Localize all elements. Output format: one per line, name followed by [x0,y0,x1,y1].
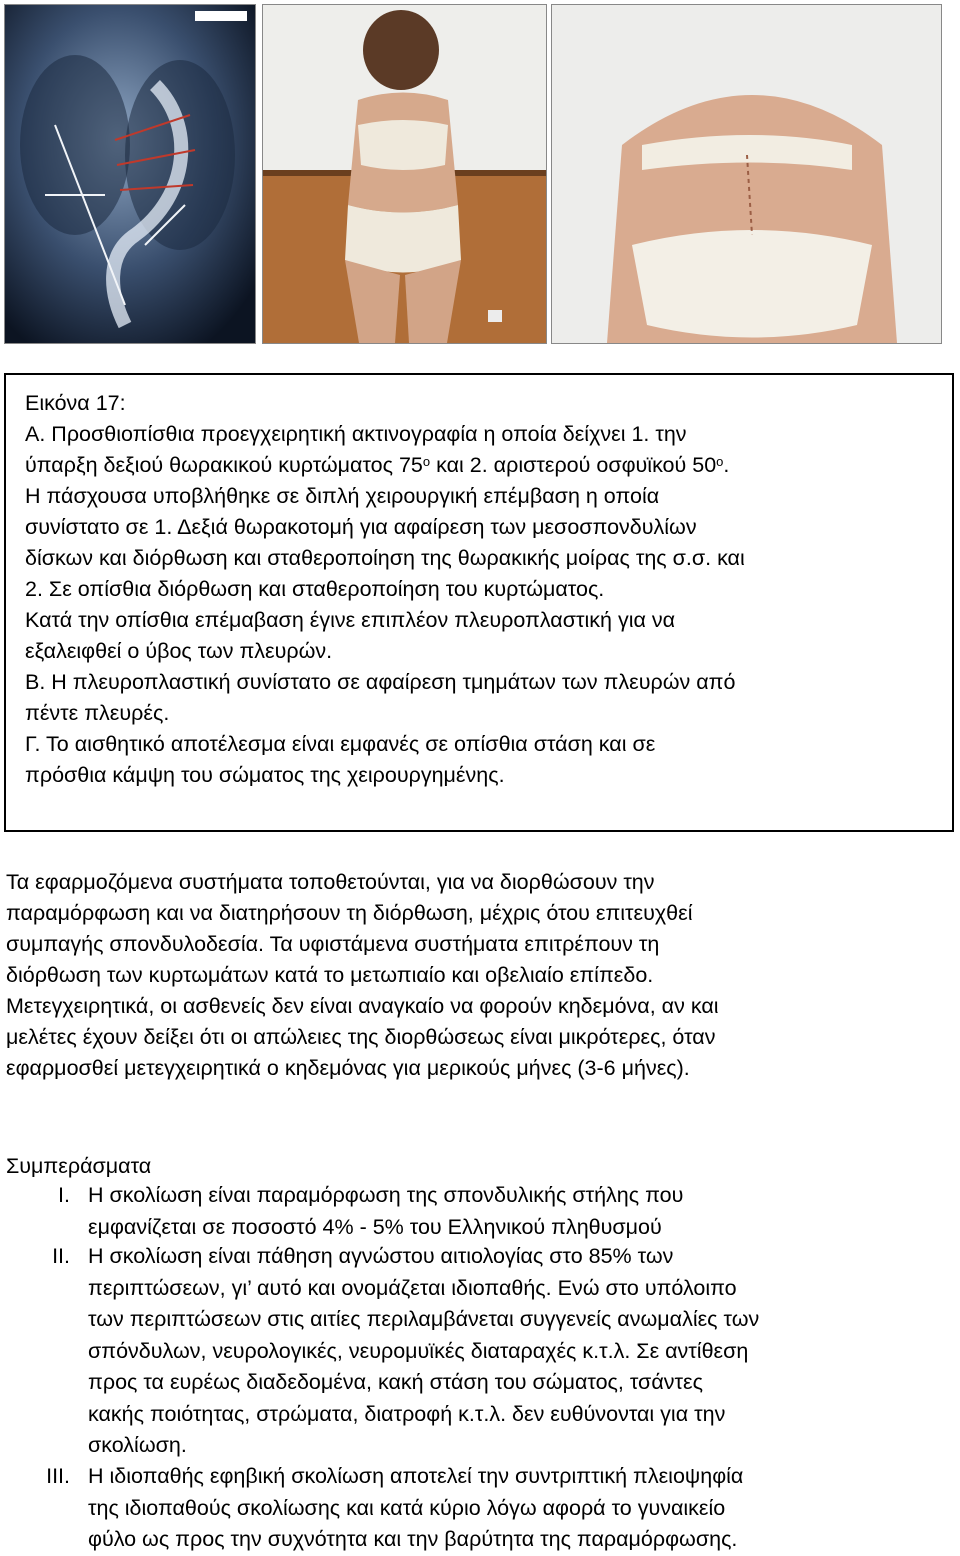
item-line: εμφανίζεται σε ποσοστό 4% - 5% του Ελληνικού πληθυσμού [88,1214,662,1239]
caption-line: Εικόνα 17: [25,391,126,415]
degree-sup: ο [716,454,724,469]
item-line: περιπτώσεων, γι’ αυτό και ονομάζεται ιδιοπαθής. Ενώ στο υπόλοιπο [88,1275,737,1300]
conclusions-heading: Συμπεράσματα [6,1154,152,1178]
caption-line-mid: και 2. αριστερού οσφυϊκού 50 [430,453,717,477]
degree-sup: ο [422,454,431,469]
item-text [88,1461,743,1556]
item-line: των περιπτώσεων στις αιτίες περιλαμβάνεται συγγενείς ανωμαλίες των [88,1307,760,1331]
item-line: Η σκολίωση είναι παραμόρφωση της σπονδυλικής στήλης που [88,1183,684,1207]
paragraph-line: Μετεγχειρητικά, οι ασθενείς δεν είναι αναγκαίο να φορούν κηδεμόνα, αν και [6,994,719,1018]
item-text [88,1241,759,1462]
caption-line: Η πάσχουσα υποβλήθηκε σε διπλή χειρουργική επέμβαση η οποία [25,484,660,508]
item-number: I. [58,1183,70,1207]
caption-line: συνίστατο σε 1. Δεξιά θωρακοτομή για αφαίρεση των μεσοσπονδυλίων [25,515,697,539]
back-standing-photo [262,4,547,344]
paragraph-line: παραμόρφωση και να διατηρήσουν τη διόρθωση, μέχρις ότου επιτευχθεί [6,901,693,925]
paragraph-line: εφαρμοσθεί μετεγχειρητικά ο κηδεμόνας για μερικούς μήνες (3-6 μήνες). [6,1056,690,1080]
item-line: προς τα ευρέως διαδεδομένα, κακή στάση του σώματος, τσάντες [88,1370,703,1394]
caption-line: Α. Προσθιοπίσθια προεγχειρητική ακτινογραφία η οποία δείχνει 1. την [25,422,687,446]
item-line: της ιδιοπαθούς σκολίωσης και κατά κύριο λόγω αφορά το γυναικείο [88,1495,726,1520]
paragraph-line: συμπαγής σπονδυλοδεσία. Τα υφιστάμενα συστήματα επιτρέπουν τη [6,932,660,956]
caption-line: εξαλειφθεί ο ύβος των πλευρών. [25,639,333,663]
figure-photos [0,0,960,352]
item-line: Η ιδιοπαθής εφηβική σκολίωση αποτελεί την συντριπτική πλειοψηφία [88,1464,744,1488]
caption-line: Κατά την οπίσθια επέμαβαση έγινε επιπλέον πλευροπλαστική για να [25,608,676,632]
paragraph-line: Τα εφαρμοζόμενα συστήματα τοποθετούνται, για να διορθώσουν την [6,870,655,894]
item-line: κακής ποιότητας, στρώματα, διατροφή κ.τ.λ. δεν ευθύνονται για την [88,1401,726,1426]
caption-line: πρόσθια κάμψη του σώματος της χειρουργημένης. [25,763,505,787]
caption-line-start: ύπαρξη δεξιού θωρακικού κυρτώματος 75 [25,453,423,477]
paragraph-line: διόρθωση των κυρτωμάτων κατά το μετωπιαίο και οβελιαίο επίπεδο. [6,963,654,987]
caption-line-end: . [723,453,730,477]
caption-line: Γ. Το αισθητικό αποτέλεσμα είναι εμφανές σε οπίσθια στάση και σε [25,732,656,756]
caption-line: δίσκων και διόρθωση και σταθεροποίηση της θωρακικής μοίρας της σ.σ. και [25,546,745,570]
xray-image [4,4,256,344]
item-number: III. [46,1464,70,1488]
caption-line-with-degrees [25,451,729,479]
item-line: σπόνδυλων, νευρολογικές, νευρομυϊκές διαταραχές κ.τ.λ. Σε αντίθεση [88,1338,749,1363]
paragraph-line: μελέτες έχουν δείξει ότι οι απώλειες της διορθώσεως είναι μικρότερες, όταν [6,1025,716,1049]
caption-line: πέντε πλευρές. [25,701,170,725]
forward-bend-photo [551,4,942,344]
item-line: φύλο ως προς την συχνότητα και την βαρύτητα της παραμόρφωσης. [88,1527,738,1551]
item-number: II. [52,1244,70,1268]
figure-caption-box [4,373,954,832]
item-line: σκολίωση. [88,1433,187,1457]
item-line: Η σκολίωση είναι πάθηση αγνώστου αιτιολογίας στο 85% των [88,1244,674,1268]
item-text [88,1180,683,1243]
caption-line: 2. Σε οπίσθια διόρθωση και σταθεροποίηση του κυρτώματος. [25,577,605,601]
caption-line: Β. Η πλευροπλαστική συνίστατο σε αφαίρεση τμημάτων των πλευρών από [25,670,736,694]
body-paragraph [6,867,946,1084]
